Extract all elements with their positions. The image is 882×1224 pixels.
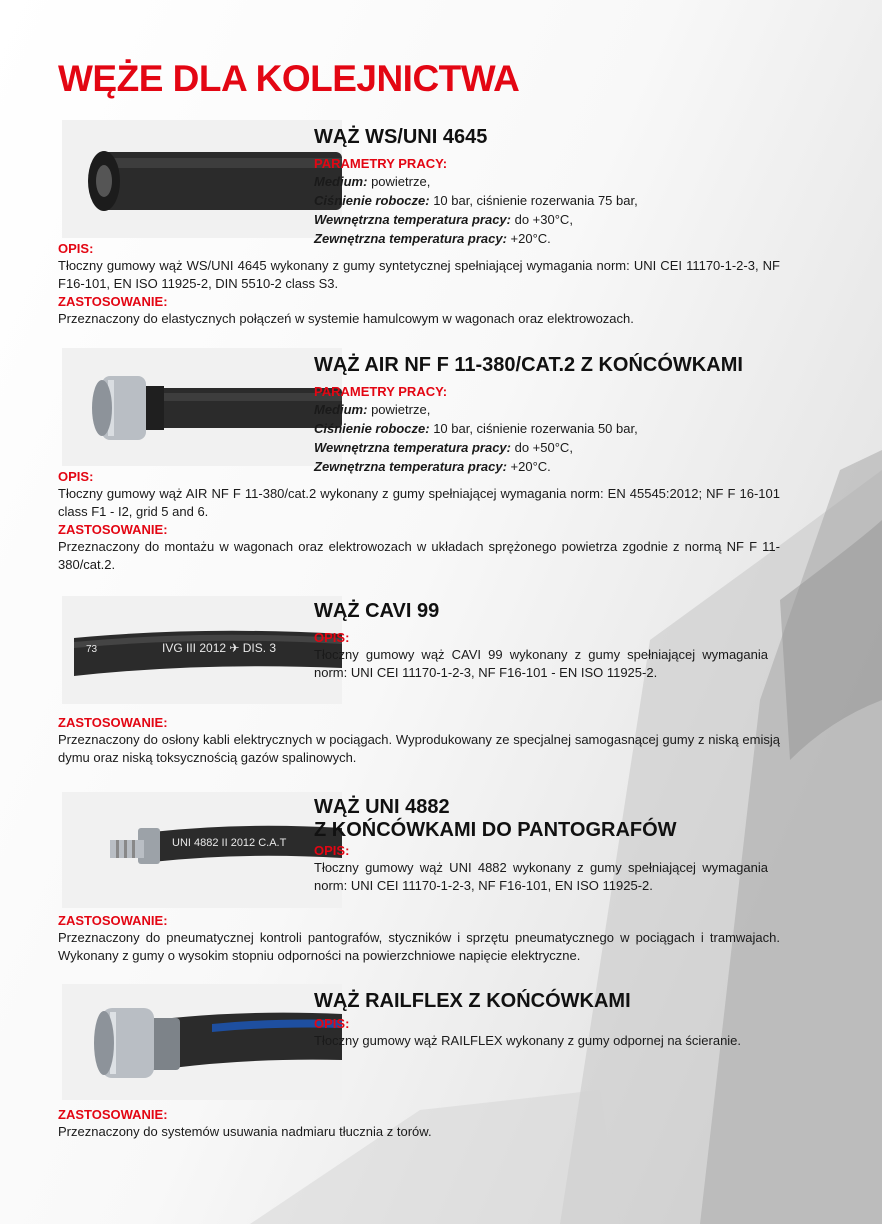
product-railflex xyxy=(50,984,780,1154)
product-title: WĄŻ CAVI 99 xyxy=(314,600,440,622)
product-usage: Przeznaczony do pneumatycznej kontroli pantografów, styczników i sprzętu pneumatycznego w pociągach i tramwajach. Wykonany z gumy o wysokim stopniu odporności na powierzchniowe napięcie elektryczne. xyxy=(58,930,780,963)
use-label: ZASTOSOWANIE: xyxy=(58,294,168,309)
product-title: WĄŻ WS/UNI 4645 xyxy=(314,126,488,148)
hose-print-text: UNI 4882 II 2012 C.A.T xyxy=(172,837,287,849)
desc-label: OPIS: xyxy=(314,630,350,645)
product-title-line2: Z KOŃCÓWKAMI DO PANTOGRAFÓW xyxy=(314,819,677,841)
product-air-nf-f-11-380 xyxy=(50,348,780,580)
param-pressure: Ciśnienie robocze: 10 bar, ciśnienie rozerwania 75 bar, xyxy=(314,193,638,208)
desc-label: OPIS: xyxy=(314,1016,350,1031)
use-label: ZASTOSOWANIE: xyxy=(58,1107,168,1122)
page-title: WĘŻE DLA KOLEJNICTWA xyxy=(58,58,520,99)
product-ws-uni-4645 xyxy=(50,120,780,340)
product-description: Tłoczny gumowy wąż RAILFLEX wykonany z gumy odpornej na ścieranie. xyxy=(314,1033,742,1048)
hose-print-text: IVG III 2012 ✈ DIS. 3 xyxy=(162,641,277,655)
product-title: WĄŻ AIR NF F 11-380/CAT.2 Z KOŃCÓWKAMI xyxy=(314,354,743,376)
product-uni-4882 xyxy=(50,792,780,972)
use-label: ZASTOSOWANIE: xyxy=(58,522,168,537)
param-internal-temp: Wewnętrzna temperatura pracy: do +50°C, xyxy=(314,440,573,455)
product-usage: Przeznaczony do montażu w wagonach oraz elektrowozach w układach sprężonego powietrza zgodnie z normą NF F 11-380/cat.2. xyxy=(58,539,780,572)
product-image xyxy=(62,348,342,466)
product-description: Tłoczny gumowy wąż WS/UNI 4645 wykonany z gumy syntetycznej spełniającej wymagania norm: UNI CEI 11170-1-2-3, NF F16-101, EN ISO 11925-2, DIN 5510-2 class S3. xyxy=(58,258,780,291)
param-external-temp: Zewnętrzna temperatura pracy: +20°C. xyxy=(314,459,551,474)
param-medium: Medium: powietrze, xyxy=(314,174,431,189)
param-medium: Medium: powietrze, xyxy=(314,402,431,417)
product-image xyxy=(62,596,342,704)
product-cavi-99 xyxy=(50,596,780,776)
params-label: PARAMETRY PRACY: xyxy=(314,156,448,171)
product-usage: Przeznaczony do osłony kabli elektrycznych w pociągach. Wyprodukowany ze specjalnej samogasnącej gumy z niską emisją dymu oraz niską toksycznością gazów spalinowych. xyxy=(58,732,780,765)
desc-label: OPIS: xyxy=(58,241,94,256)
product-image xyxy=(62,984,342,1100)
product-image xyxy=(62,792,342,908)
use-label: ZASTOSOWANIE: xyxy=(58,913,168,928)
product-usage: Przeznaczony do systemów usuwania nadmiaru tłucznia z torów. xyxy=(58,1124,432,1139)
product-image xyxy=(62,120,342,238)
product-description: Tłoczny gumowy wąż UNI 4882 wykonany z gumy spełniającej wymagania norm: UNI CEI 11170-1-2-3, NF F16-101, EN ISO 11925-2. xyxy=(314,860,768,893)
product-description: Tłoczny gumowy wąż AIR NF F 11-380/cat.2 wykonany z gumy spełniającej wymagania norm: EN 45545:2012; NF F 16-101 class F1 - I2, grid 5 and 6. xyxy=(58,486,780,519)
param-pressure: Ciśnienie robocze: 10 bar, ciśnienie rozerwania 50 bar, xyxy=(314,421,638,436)
product-usage: Przeznaczony do elastycznych połączeń w systemie hamulcowym w wagonach oraz elektrowozach. xyxy=(58,311,634,326)
use-label: ZASTOSOWANIE: xyxy=(58,715,168,730)
desc-label: OPIS: xyxy=(58,469,94,484)
params-label: PARAMETRY PRACY: xyxy=(314,384,448,399)
product-description: Tłoczny gumowy wąż CAVI 99 wykonany z gumy spełniającej wymagania norm: UNI CEI 11170-1-2-3, NF F16-101 - EN ISO 11925-2. xyxy=(314,647,768,680)
desc-label: OPIS: xyxy=(314,843,350,858)
param-external-temp: Zewnętrzna temperatura pracy: +20°C. xyxy=(314,231,551,246)
param-internal-temp: Wewnętrzna temperatura pracy: do +30°C, xyxy=(314,212,573,227)
product-title: WĄŻ RAILFLEX Z KOŃCÓWKAMI xyxy=(314,990,631,1012)
hose-print-prefix: 73 xyxy=(86,644,98,655)
product-title-line1: WĄŻ UNI 4882 xyxy=(314,796,450,818)
